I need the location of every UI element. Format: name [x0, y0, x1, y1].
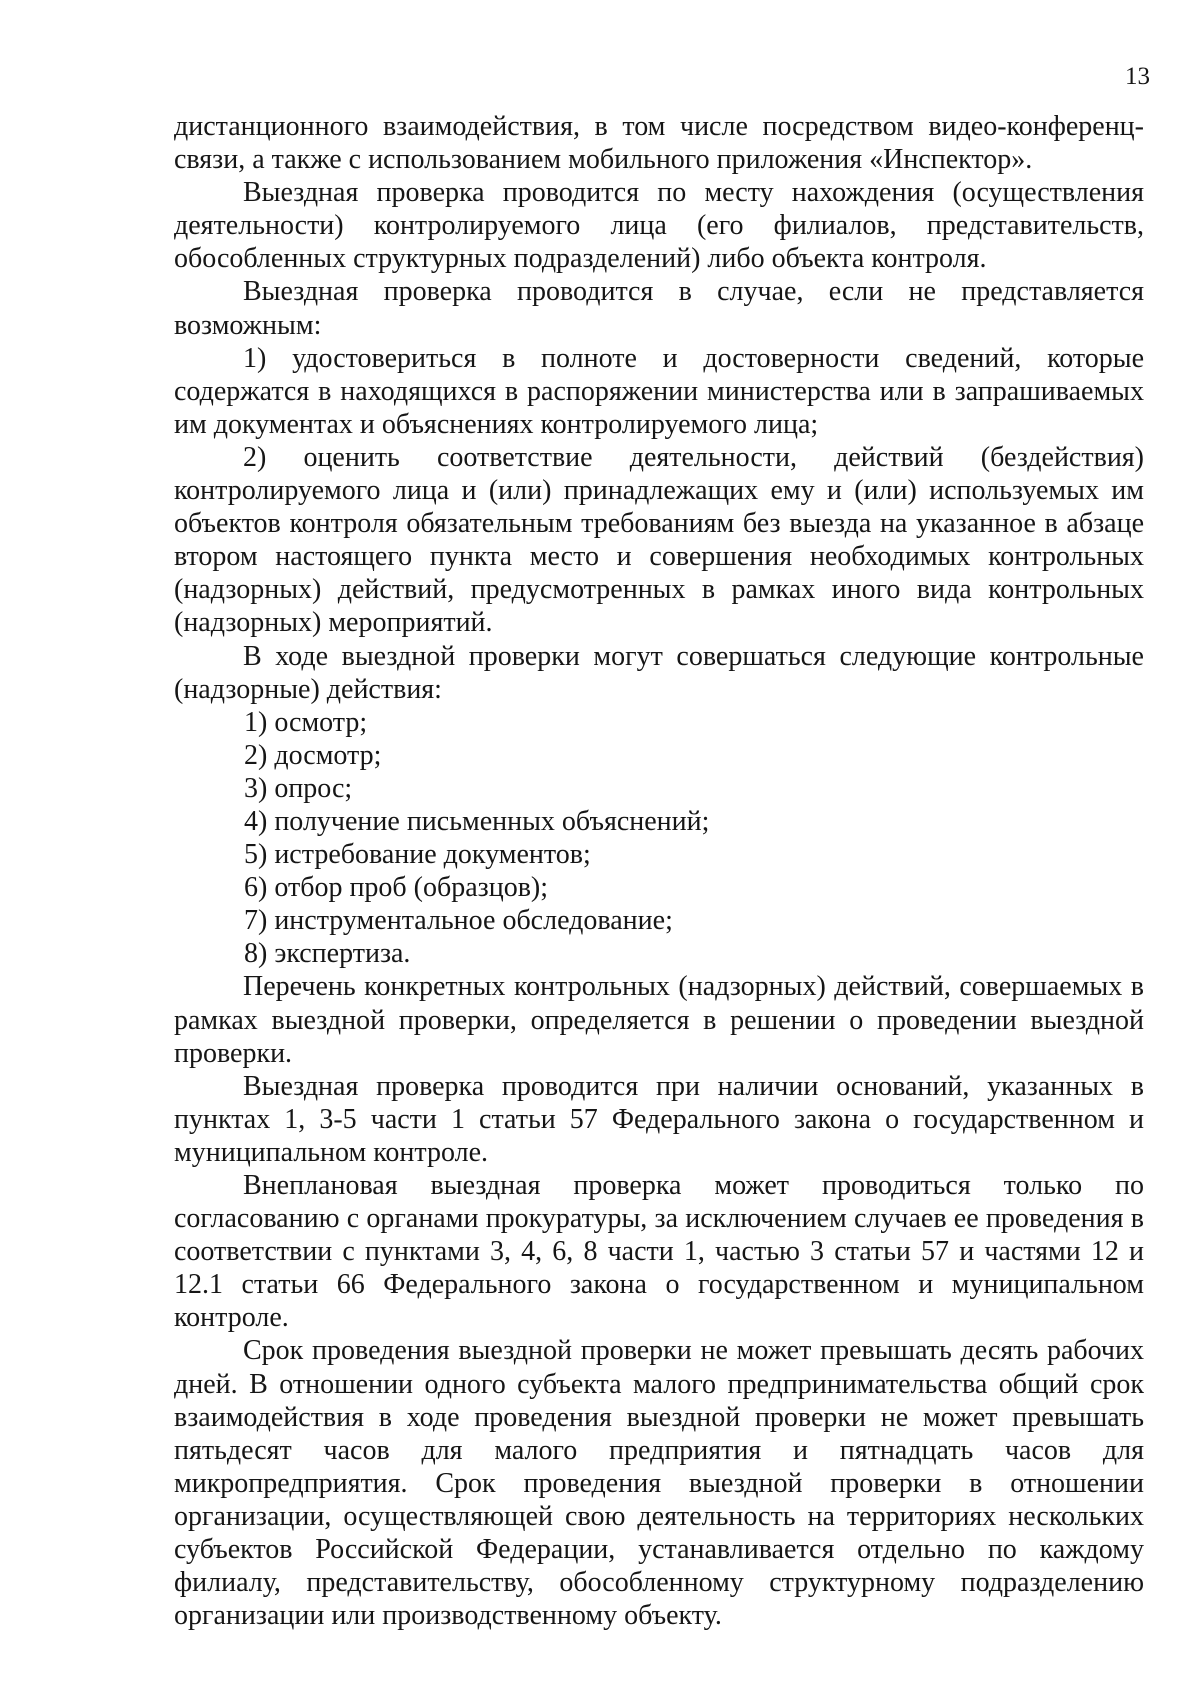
paragraph-prosecutor-agreement: Внеплановая выездная проверка может проводиться только по согласованию с органами прокуратуры, за исключением случаев ее проведения в соответствии с пунктами 3, 4, 6, 8 части 1, частью 3 статьи 57 и частями 12 и 12.1 статьи 66 Федерального закона о государственном и муниципальном контроле.: [174, 1170, 1144, 1334]
list-item: 7) инструментальное обследование;: [244, 905, 673, 937]
list-item: 4) получение письменных объяснений;: [244, 805, 710, 837]
paragraph-actions-list-decision: Перечень конкретных контрольных (надзорных) действий, совершаемых в рамках выездной проверки, определяется в решении о проведении выездной проверки.: [174, 971, 1144, 1069]
list-item: 2) досмотр;: [244, 739, 382, 771]
paragraph-actions-intro: В ходе выездной проверки могут совершаться следующие контрольные (надзорные) действия:: [174, 640, 1144, 705]
paragraph-duration: Срок проведения выездной проверки не может превышать десять рабочих дней. В отношении одного субъекта малого предпринимательства общий срок взаимодействия в ходе проведения выездной проверки не может превышать пятьдесят часов для малого предприятия и пятнадцать часов для микропредприятия. Срок проведения выездной проверки в отношении организации, осуществляющей свою деятельность на территориях нескольких субъектов Российской Федерации, устанавливается отдельно по каждому филиалу, представительству, обособленному структурному подразделению организации или производственному объекту.: [174, 1335, 1144, 1632]
list-item: 3) опрос;: [244, 772, 353, 804]
page-number: 13: [1125, 63, 1150, 90]
paragraph-continuation: дистанционного взаимодействия, в том числе посредством видео-конференц-связи, а также с использованием мобильного приложения «Инспектор».: [174, 111, 1144, 176]
paragraph-case-1: 1) удостовериться в полноте и достоверности сведений, которые содержатся в находящихся в распоряжении министерства или в запрашиваемых им документах и объяснениях контролируемого лица;: [174, 342, 1144, 440]
list-item: 6) отбор проб (образцов);: [244, 872, 549, 904]
list-item: 1) осмотр;: [244, 706, 368, 738]
document-body: [174, 110, 1144, 1632]
list-item: 8) экспертиза.: [244, 938, 411, 970]
actions-list: [174, 706, 1144, 971]
paragraph-case-2: 2) оценить соответствие деятельности, действий (бездействия) контролируемого лица и (или) принадлежащих ему и (или) используемых им объектов контроля обязательным требованиям без выезда на указанное в абзаце втором настоящего пункта место и совершения необходимых контрольных (надзорных) действий, предусмотренных в рамках иного вида контрольных (надзорных) мероприятий.: [174, 441, 1144, 639]
paragraph-inspection-place: Выездная проверка проводится по месту нахождения (осуществления деятельности) контролируемого лица (его филиалов, представительств, обособленных структурных подразделений) либо объекта контроля.: [174, 177, 1144, 275]
paragraph-inspection-cases: Выездная проверка проводится в случае, если не представляется возможным:: [174, 276, 1144, 341]
list-item: 5) истребование документов;: [244, 839, 591, 871]
paragraph-grounds: Выездная проверка проводится при наличии оснований, указанных в пунктах 1, 3-5 части 1 статьи 57 Федерального закона о государственном и муниципальном контроле.: [174, 1070, 1144, 1168]
